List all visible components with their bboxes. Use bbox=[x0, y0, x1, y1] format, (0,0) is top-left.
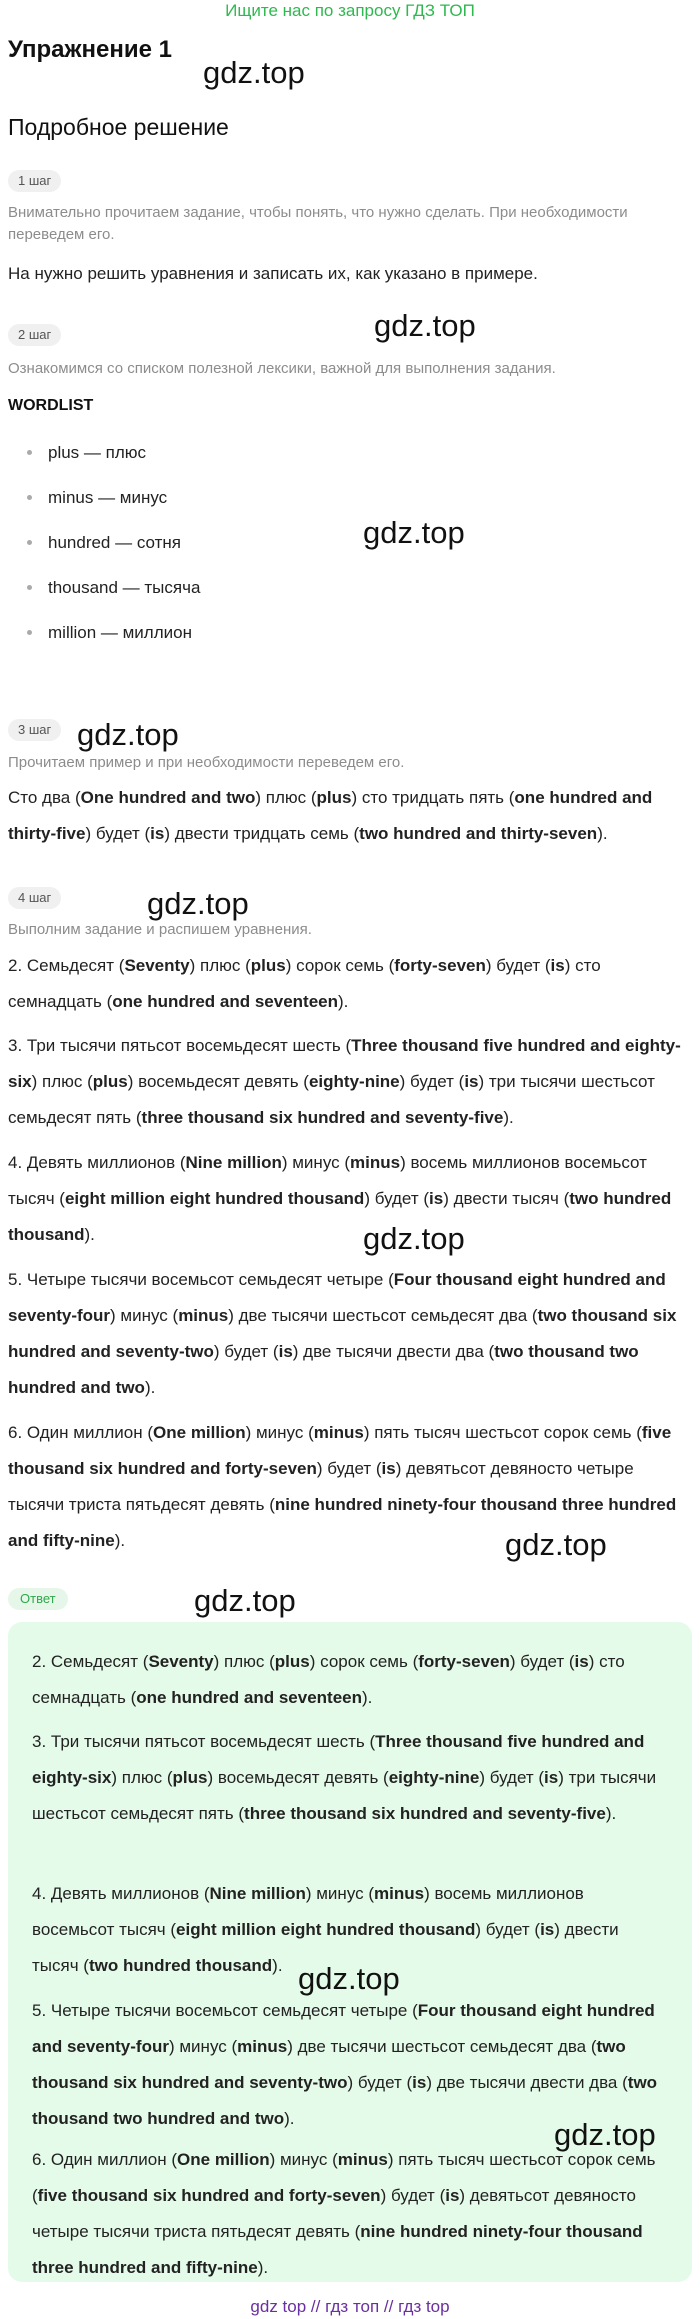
watermark: gdz.top bbox=[203, 55, 305, 90]
word: million — миллион bbox=[48, 623, 192, 642]
answer-3: 3. Три тысячи пятьсот восемьдесят шесть (Three thousand five hundred and eighty-six) плюс (plus) восемьдесят девять (eighty-nine) будет (is) три тысячи шестьсот семьдесят пять (three thousand six hundred and seventy-five). bbox=[32, 1732, 657, 1823]
solution-3: 3. Три тысячи пятьсот восемьдесят шесть (Three thousand five hundred and eighty-six) плюс (plus) восемьдесят девять (eighty-nine) будет (is) три тысячи шестьсот семьдесят пять (three thousand six hundred and seventy-five). bbox=[8, 1036, 681, 1127]
bullet-dot bbox=[27, 585, 32, 590]
step-3-hint: Прочитаем пример и при необходимости переведем его. bbox=[8, 754, 405, 771]
example-text: Сто два (One hundred and two) плюс (plus) сто тридцать пять (one hundred and thirty-five) будет (is) двести тридцать семь (two hundred and thirty-seven). bbox=[8, 788, 653, 843]
answer-5: 5. Четыре тысячи восемьсот семьдесят четыре (Four thousand eight hundred and seventy-four) минус (minus) две тысячи шестьсот семьдесят два (two thousand six hundred and seventy-two) будет (is) две тысячи двести два (two thousand two hundred and two). bbox=[32, 2001, 658, 2128]
watermark: gdz.top bbox=[298, 1961, 400, 1996]
footer-links[interactable]: gdz top // гдз топ // гдз top bbox=[250, 2297, 450, 2316]
watermark: gdz.top bbox=[374, 308, 476, 343]
exercise-title: Упражнение 1 bbox=[8, 36, 172, 63]
watermark: gdz.top bbox=[147, 886, 249, 921]
answer-2: 2. Семьдесят (Seventy) плюс (plus) сорок семь (forty-seven) будет (is) сто семнадцать (one hundred and seventeen). bbox=[32, 1652, 625, 1707]
answer-4: 4. Девять миллионов (Nine million) минус (minus) восемь миллионов восемьсот тысяч (eight million eight hundred thousand) будет (is) двести тысяч (two hundred thousand). bbox=[32, 1884, 619, 1975]
watermark: gdz.top bbox=[554, 2117, 656, 2152]
watermark: gdz.top bbox=[505, 1527, 607, 1562]
watermark: gdz.top bbox=[363, 515, 465, 550]
wordlist bbox=[8, 430, 200, 655]
solution-title: Подробное решение bbox=[8, 114, 229, 140]
step-4-badge: 4 шаг bbox=[8, 887, 61, 909]
bullet-dot bbox=[27, 540, 32, 545]
answer-badge: Ответ bbox=[8, 1588, 68, 1610]
watermark: gdz.top bbox=[363, 1221, 465, 1256]
step-2-badge: 2 шаг bbox=[8, 324, 61, 346]
bullet-dot bbox=[27, 450, 32, 455]
word: minus — минус bbox=[48, 488, 168, 507]
word: hundred — сотня bbox=[48, 533, 181, 552]
step-1-badge: 1 шаг bbox=[8, 170, 61, 192]
bullet-dot bbox=[27, 630, 32, 635]
wordlist-item bbox=[8, 520, 200, 565]
step-1-hint: Внимательно прочитаем задание, чтобы понять, что нужно сделать. При необходимости переведем его. bbox=[8, 204, 628, 243]
wordlist-title: WORDLIST bbox=[8, 397, 94, 414]
solution-4: 4. Девять миллионов (Nine million) минус (minus) восемь миллионов восемьсот тысяч (eight million eight hundred thousand) будет (is) двести тысяч (two hundred thousand). bbox=[8, 1153, 672, 1244]
answer-6: 6. Один миллион (One million) минус (minus) пять тысяч шестьсот сорок семь (five thousand six hundred and forty-seven) будет (is) девятьсот девяносто четыре тысячи триста пятьдесят девять (nine hundred ninety-four thousand three hundred and fifty-nine). bbox=[32, 2150, 656, 2277]
step-2-hint: Ознакомимся со списком полезной лексики, важной для выполнения задания. bbox=[8, 360, 556, 377]
step-1-text: На нужно решить уравнения и записать их, как указано в примере. bbox=[8, 264, 538, 283]
step-4-hint: Выполним задание и распишем уравнения. bbox=[8, 921, 312, 938]
watermark: gdz.top bbox=[194, 1583, 296, 1618]
wordlist-item bbox=[8, 610, 200, 655]
wordlist-item bbox=[8, 475, 200, 520]
bullet-dot bbox=[27, 495, 32, 500]
watermark: gdz.top bbox=[77, 717, 179, 752]
word: plus — плюс bbox=[48, 443, 147, 462]
step-3-badge: 3 шаг bbox=[8, 719, 61, 741]
solution-5: 5. Четыре тысячи восемьсот семьдесят четыре (Four thousand eight hundred and seventy-four) минус (minus) две тысячи шестьсот семьдесят два (two thousand six hundred and seventy-two) будет (is) две тысячи двести два (two thousand two hundred and two). bbox=[8, 1270, 677, 1397]
top-banner[interactable]: Ищите нас по запросу ГДЗ ТОП bbox=[225, 1, 475, 20]
word: thousand — тысяча bbox=[48, 578, 201, 597]
wordlist-item bbox=[8, 565, 200, 610]
solution-2: 2. Семьдесят (Seventy) плюс (plus) сорок семь (forty-seven) будет (is) сто семнадцать (one hundred and seventeen). bbox=[8, 956, 601, 1011]
solution-6: 6. Один миллион (One million) минус (minus) пять тысяч шестьсот сорок семь (five thousand six hundred and forty-seven) будет (is) девятьсот девяносто четыре тысячи триста пятьдесят девять (nine hundred ninety-four thousand three hundred and fifty-nine). bbox=[8, 1423, 677, 1550]
wordlist-item bbox=[8, 430, 200, 475]
